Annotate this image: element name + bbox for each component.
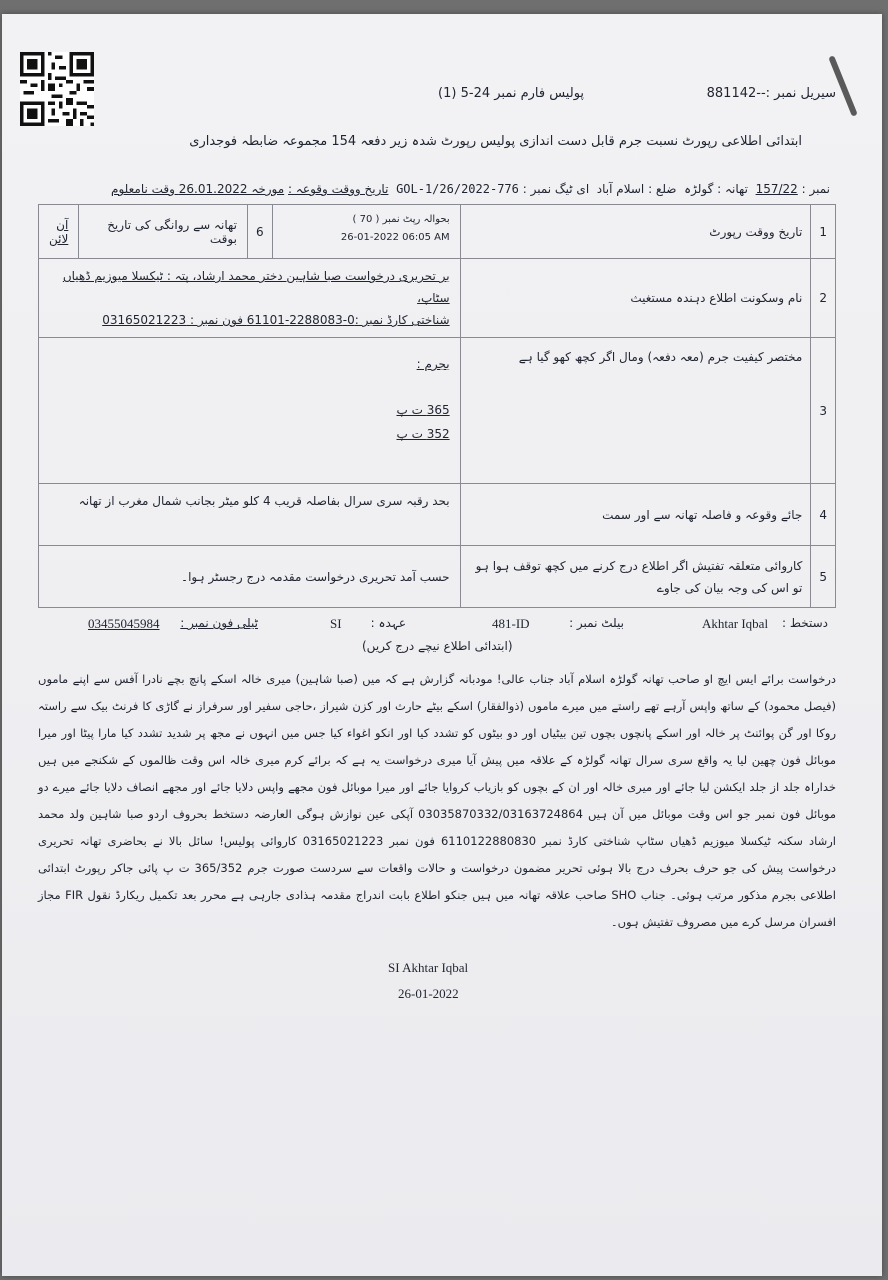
rank-value: SI xyxy=(330,616,342,631)
signature-field xyxy=(782,616,828,630)
complainant-details xyxy=(39,259,461,338)
qr-code xyxy=(20,52,94,126)
report-time: 26-01-2022 06:05 AM xyxy=(340,232,450,243)
row-number: 3 xyxy=(811,338,836,484)
action-taken: حسب آمد تحریری درخواست مقدمہ درج رجسٹر ہوا۔ xyxy=(39,546,461,608)
case-meta-line xyxy=(111,182,830,196)
row-number: 6 xyxy=(247,205,272,259)
signature-value: Akhtar Iqbal xyxy=(702,616,769,631)
row-number: 5 xyxy=(811,546,836,608)
row-label: جائے وقوعہ و فاصلہ تھانہ سے اور سمت xyxy=(460,484,811,546)
phone-label: ٹیلی فون نمبر : xyxy=(180,616,258,630)
row-number: 4 xyxy=(811,484,836,546)
complainant-cnic-phone: شناختی کارڈ نمبر :0-2288083-61101 فون نمبر : 03165021223 xyxy=(102,313,450,327)
first-information-text: درخواست برائے ایس ایچ او صاحب تھانہ گولڑہ اسلام آباد جناب عالی! مودبانہ گزارش ہے کہ میں (صبا شاہین) میری خالہ اسکے پانچ بچے نادرا آفس سے اپنے ماموں (فیصل محمود) کے ساتھ واپس آرہے تھے راستے میں میرے ماموں (ذوالفقار) اسکے بیٹے حارث اور کزن شیراز ،حاجی سفیر اور سرفراز نے گاڑی کا فرنٹ بیک سے راستہ روکا اور گن پوائنٹ پر خالہ اور اسکے پانچوں بچوں تین بیٹیاں اور دو بیٹوں کو تشدد کیا اور انکو اغواء کیا جس میں انہوں نے مجھ پر شدید تشدد کیا مارا پیٹا اور میرا موبائل فون چھین لیا یہ واقع سری سرال تھانہ گولڑہ کے علاقہ میں پیش آیا میری درخواست یہ ہے کہ برائے کرم میری خالہ اس وقت ظالموں کے شکنجے میں ہیں خداراہ جلد از جلد ایکشن لیا جائے اور میری خالہ اور ان کے بچوں کو بازیاب کروایا جائے اور میرا موبائل فون مجھے واپس دلایا جائے اور مجھے انصاف دلایا جائے میرے دو موبائل فون نمبر جو اس وقت موبائل میں آن ہیں 03035870332/03163724864 آپکی عین نوازش ہوگی العارضہ دستخط بحروف اردو صبا شاہین ولد محمد ارشاد سکنہ ٹیکسلا میوزیم ڈھیاں سٹاپ شناختی کارڈ نمبر 6110122880830 فون نمبر 03165021223 کاروائی پولیس! سائل بالا نے بحاضری تھانہ تحریری درخواست پیش کی جو حرف بحرف درج بالا ہوئی تحریر مضمون درخواست و حالات واقعات سے سردست صورت جرم 365/352 ت پ پائی جاکر رپورٹ ابتدائی اطلاعی بجرم مذکور مرتب ہوئی۔ جناب SHO صاحب علاقہ تھانہ میں ہیں جنکو اطلاع بابت اندراج مقدمہ ہذادی جارہی ہے محرر بعد تکمیل ریکارڈ نقول FIR مجاز افسران مرسل کرے میں مصروف تفتیش ہوں۔ xyxy=(38,672,837,929)
place-of-occurrence: بحد رقبہ سری سرال بفاصلہ قریب 4 کلو میٹر بجانب شمال مغرب از تھانہ xyxy=(39,484,461,546)
serial-number: سیریل نمبر :--881142 xyxy=(706,86,836,101)
report-reference: بحوالہ رپٹ نمبر ( 70 ) xyxy=(352,214,450,225)
occurrence-date: مورخہ 26.01.2022 وقت نامعلوم xyxy=(111,182,285,196)
phone-value: 03455045984 xyxy=(88,616,160,631)
eig-label: ای ٹیگ نمبر : xyxy=(522,182,590,196)
eig-number: GOL-1/26/2022-776 xyxy=(396,182,519,196)
row-label: کاروائی متعلقہ تفتیش اگر اطلاع درج کرنے میں کچھ توقف ہوا ہو تو اس کی وجہ بیان کی جاوے xyxy=(460,546,811,608)
belt-number-value: 481-ID xyxy=(492,616,530,631)
row-number: 2 xyxy=(811,259,836,338)
document-heading: ابتدائی اطلاعی رپورٹ نسبت جرم قابل دست اندازی پولیس رپورٹ شدہ زیر دفعہ 154 مجموعہ ضابطہ فوجداری xyxy=(189,134,802,149)
district: ضلع : اسلام آباد xyxy=(596,182,677,196)
row-label: نام وسکونت اطلاع دہندہ مستغیث xyxy=(460,259,811,338)
case-number: 157/22 xyxy=(755,182,798,196)
signature-label: دستخط : xyxy=(781,616,828,630)
offence-section-352: 352 ت پ xyxy=(396,427,450,441)
row-label: تاریخ ووقت رپورٹ xyxy=(460,205,811,259)
report-datetime xyxy=(272,205,460,259)
belt-number-label: بیلٹ نمبر : xyxy=(569,616,624,630)
table-row xyxy=(39,338,836,484)
table-row xyxy=(39,205,836,259)
form-title: پولیس فارم نمبر 24-5 (1) xyxy=(438,86,585,101)
complainant-name-address: بر تحریری درخواست صبا شاہین دختر محمد ارشاد، پتہ : ٹیکسلا میوزیم ڈھیاں سٹاپ، xyxy=(62,269,450,305)
offence-details xyxy=(39,338,461,484)
table-row xyxy=(39,259,836,338)
occurrence-label: تاریخ ووقت وقوعہ : xyxy=(288,182,389,196)
departure-value: آن لائن xyxy=(39,205,79,259)
table-row xyxy=(39,484,836,546)
fir-table xyxy=(38,204,836,608)
first-information-subheading: (ابتدائی اطلاع نیچے درج کریں) xyxy=(362,639,513,653)
police-station: تھانہ : گولڑہ xyxy=(684,182,748,196)
table-row xyxy=(39,546,836,608)
departure-label: تھانہ سے روانگی کی تاریخ بوقت xyxy=(79,205,248,259)
number-label: نمبر : xyxy=(801,182,830,196)
offence-label: بجرم : xyxy=(416,357,450,371)
fir-document xyxy=(2,14,882,1276)
offence-section-365: 365 ت پ xyxy=(396,403,450,417)
row-number: 1 xyxy=(811,205,836,259)
row-label: مختصر کیفیت جرم (معہ دفعہ) ومال اگر کچھ کھو گیا ہے xyxy=(460,338,811,484)
officer-name: SI Akhtar Iqbal xyxy=(388,960,469,975)
rank-label: عہدہ : xyxy=(370,616,406,630)
report-date: 26-01-2022 xyxy=(398,986,459,1001)
